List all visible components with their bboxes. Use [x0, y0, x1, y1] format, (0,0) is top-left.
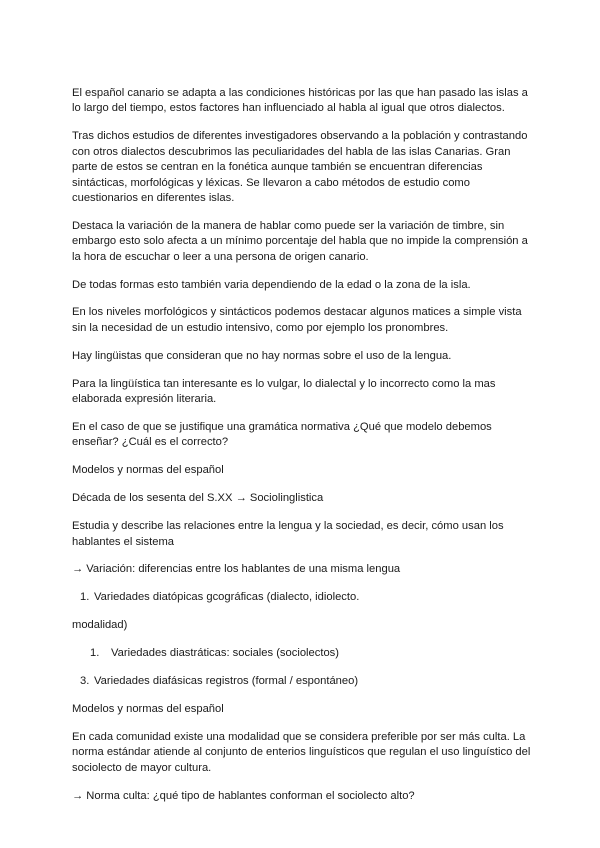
list-item — [72, 674, 532, 689]
paragraph-studies: Tras dichos estudios de diferentes investigadores observando a la población y contrastando con otros dialectos descubrimos las peculiaridades del habla de las islas Canarias. Gran parte de estos se centran en la fonética aunque también se encuentran diferencias sintácticas, morfológicas y léxicas. Se llevaron a cabo métodos de estudio como cuestionarios en diferentes islas. — [72, 130, 528, 204]
list-text: Variedades diafásicas registros (formal / espontáneo) — [94, 675, 359, 688]
paragraph-norma-culta: → Norma culta: ¿qué tipo de hablantes conforman el sociolecto alto? — [72, 789, 415, 802]
list-text: Variedades diatópicas gcográficas (dialecto, idiolecto. — [94, 591, 360, 604]
paragraph-linguistics: Para la lingüística tan interesante es lo vulgar, lo dialectal y lo incorrecto como la mas elaborada expresión literaria. — [72, 377, 496, 406]
heading-models: Modelos y normas del español — [72, 464, 224, 477]
paragraph-age-zone: De todas formas esto también varia dependiendo de la edad o la zona de la isla. — [72, 278, 471, 291]
paragraph-variation: Destaca la variación de la manera de hablar como puede ser la variación de timbre, sin embargo esto solo afecta a un mínimo porcentaje del habla que no impide la comprensión a la hora de escuchar o leer a una persona de origen canario. — [72, 219, 528, 263]
list-item — [72, 646, 532, 661]
paragraph-study-description: Estudia y describe las relaciones entre la lengua y la sociedad, es decir, cómo usan los hablantes el sistema — [72, 520, 504, 548]
list-number: 1. — [80, 591, 90, 604]
paragraph-grammar-question: En el caso de que se justifique una gramática normativa ¿Qué que modelo debemos enseñar? ¿Cuál es el correcto? — [72, 421, 492, 449]
paragraph-community: En cada comunidad existe una modalidad que se considera preferible por ser más culta. La norma estándar atiende al conjunto de enterios linguísticos que regulan el uso linguístico del sociolecto de mayor cultura. — [72, 730, 531, 774]
paragraph-variation-def: → Variación: diferencias entre los hablantes de una misma lengua — [72, 563, 401, 576]
document-page — [72, 86, 532, 817]
paragraph-modalidad: modalidad) — [72, 619, 128, 632]
heading-models-2: Modelos y normas del español — [72, 702, 224, 715]
paragraph-linguists: Hay lingüistas que consideran que no hay normas sobre el uso de la lengua. — [72, 349, 452, 362]
paragraph-intro: El español canario se adapta a las condiciones históricas por las que han pasado las islas a lo largo del tiempo, estos factores han influenciado al habla al igual que otros dialectos. — [72, 87, 528, 115]
list-item — [72, 590, 532, 605]
paragraph-decade: Década de los sesenta del S.XX → Sociolinglistica — [72, 492, 324, 505]
paragraph-morphology: En los niveles morfológicos y sintácticos podemos destacar algunos matices a simple vista sin la necesidad de un estudio intensivo, como por ejemplo los pronombres. — [72, 306, 522, 334]
list-number: 3. — [80, 675, 90, 688]
list-number: 1. — [90, 647, 100, 660]
list-text: Variedades diastráticas: sociales (sociolectos) — [111, 647, 339, 660]
